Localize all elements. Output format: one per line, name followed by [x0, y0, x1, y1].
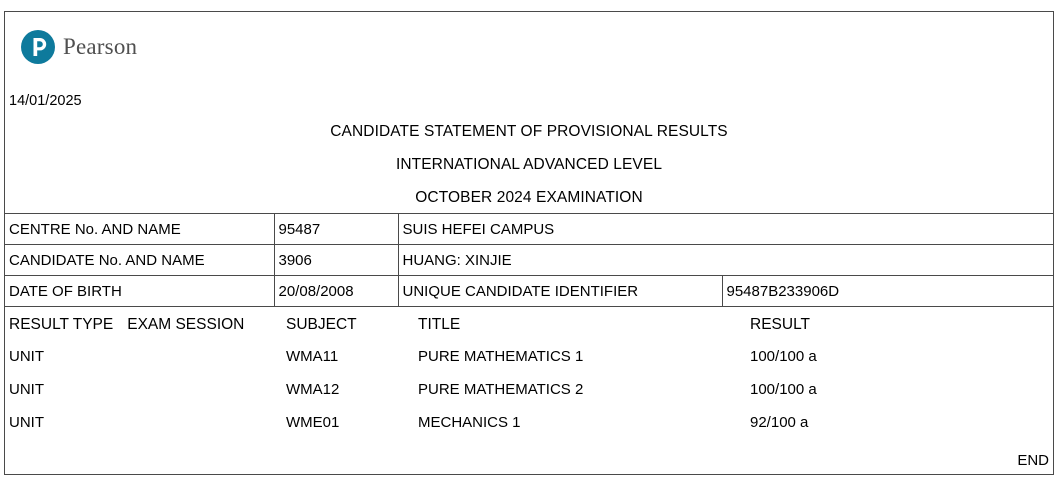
- centre-name: SUIS HEFEI CAMPUS: [398, 214, 1053, 245]
- subject-code: WME01: [286, 414, 340, 431]
- candidate-name: HUANG: XINJIE: [398, 245, 1053, 276]
- statement-title: CANDIDATE STATEMENT OF PROVISIONAL RESULTS: [330, 123, 728, 140]
- result-type-header: RESULT TYPE: [9, 315, 114, 333]
- dob-value: 20/08/2008: [274, 276, 398, 307]
- centre-row: [5, 214, 1053, 245]
- centre-label: CENTRE No. AND NAME: [5, 214, 274, 245]
- title-header: TITLE: [418, 315, 461, 333]
- candidate-number: 3906: [274, 245, 398, 276]
- uci-label: UNIQUE CANDIDATE IDENTIFIER: [398, 276, 722, 307]
- pearson-logo: [21, 30, 137, 64]
- issue-date: 14/01/2025: [9, 93, 82, 109]
- candidate-info-table: [5, 213, 1053, 307]
- exam-session-heading: OCTOBER 2024 EXAMINATION: [415, 189, 643, 206]
- centre-number: 95487: [274, 214, 398, 245]
- result-type: UNIT: [9, 414, 44, 431]
- unit-title: PURE MATHEMATICS 1: [418, 348, 584, 365]
- subject-code: WMA12: [286, 381, 340, 398]
- result-header: RESULT: [750, 315, 811, 333]
- unit-title: PURE MATHEMATICS 2: [418, 381, 584, 398]
- end-marker: END: [1017, 452, 1049, 469]
- candidate-row: [5, 245, 1053, 276]
- result-type: UNIT: [9, 348, 44, 365]
- pearson-p-icon: [21, 30, 55, 64]
- subject-header: SUBJECT: [286, 315, 357, 333]
- result-type-exam-session-header: [5, 309, 282, 340]
- unit-result: 100/100 a: [750, 348, 817, 365]
- unit-result: 92/100 a: [750, 414, 809, 431]
- qualification-level: INTERNATIONAL ADVANCED LEVEL: [395, 156, 663, 173]
- results-header-row: [5, 309, 1053, 340]
- results-table: [5, 309, 1053, 439]
- unit-result: 100/100 a: [750, 381, 817, 398]
- dob-label: DATE OF BIRTH: [5, 276, 274, 307]
- dob-row: [5, 276, 1053, 307]
- results-statement: [4, 11, 1054, 475]
- table-row: [5, 340, 1053, 373]
- subject-code: WMA11: [286, 348, 339, 365]
- candidate-label: CANDIDATE No. AND NAME: [5, 245, 274, 276]
- result-type: UNIT: [9, 381, 44, 398]
- table-row: [5, 406, 1053, 439]
- logo-text: Pearson: [63, 34, 138, 59]
- table-row: [5, 373, 1053, 406]
- unit-title: MECHANICS 1: [418, 414, 521, 431]
- uci-value: 95487B233906D: [722, 276, 1053, 307]
- exam-session-header: EXAM SESSION: [127, 315, 245, 333]
